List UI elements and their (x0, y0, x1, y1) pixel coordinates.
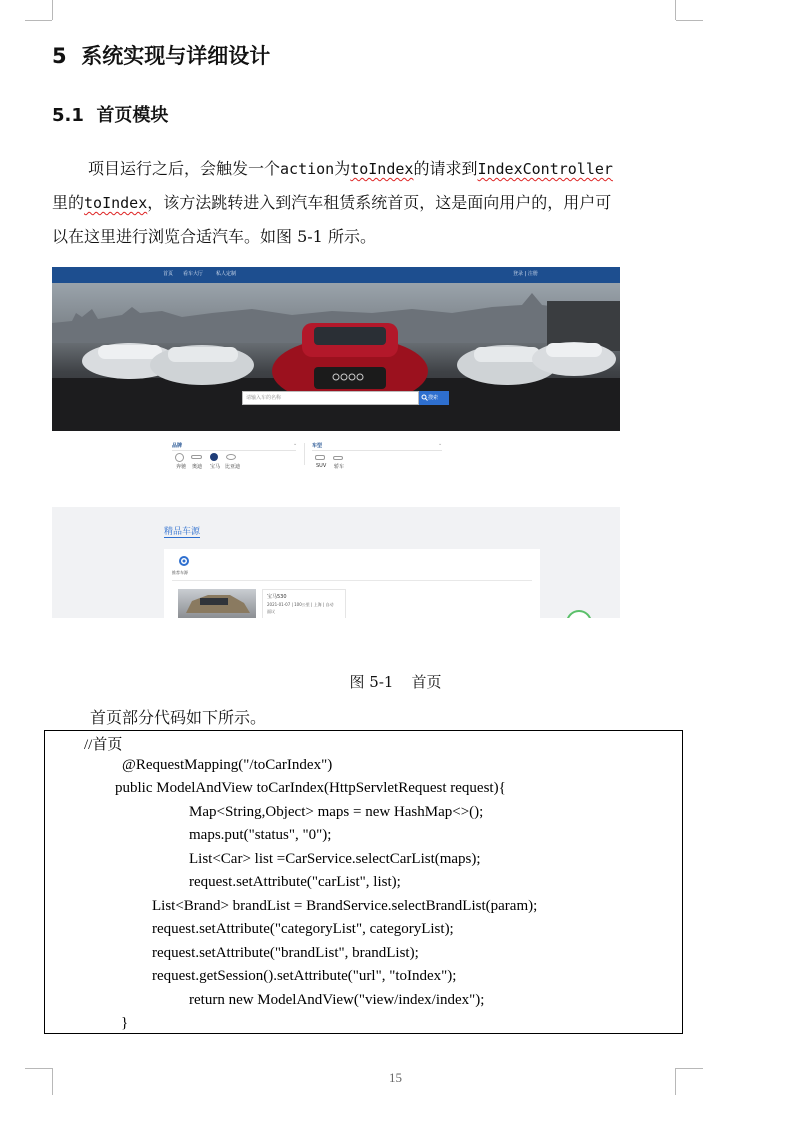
code-line: request.setAttribute("categoryList", categoryList); (152, 921, 454, 937)
page-number: 15 (389, 1070, 402, 1085)
brand-name: 奔驰 (176, 464, 187, 470)
filter-type-label: 车型 (312, 443, 323, 449)
car-info-panel[interactable] (262, 589, 346, 618)
code-term-toindex: toIndex (350, 160, 414, 178)
chapter-heading (52, 40, 270, 70)
brand-logo-benz-icon[interactable] (175, 453, 184, 462)
code-line: public ModelAndView toCarIndex(HttpServletRequest request){ (115, 780, 506, 796)
title-underline (164, 537, 200, 538)
text-run: 的请求到 (413, 159, 478, 178)
hero-cars-image (52, 283, 620, 431)
brand-name: 比亚迪 (225, 464, 241, 470)
car-meta: 2021-01-07 | 100公里 | 上海 | 自动 (267, 602, 334, 607)
search-button-label: 搜索 (428, 395, 439, 401)
brand-logo-bmw-icon[interactable] (210, 453, 218, 461)
search-icon (421, 394, 428, 401)
chapter-number: 5 (52, 44, 67, 68)
paragraph-line-2 (52, 186, 682, 220)
search-placeholder: 请输入车的名称 (246, 395, 282, 401)
car-price: 面议 (267, 609, 275, 614)
brand-logo-byd-icon[interactable] (226, 454, 236, 460)
tab-label: 推荐车源 (172, 570, 188, 575)
code-term-action: action (280, 160, 335, 178)
brand-name: 奥迪 (192, 464, 203, 470)
nav-item-home[interactable]: 首页 (163, 271, 174, 277)
tab-recommended[interactable] (172, 553, 196, 577)
crop-mark-tr-h (676, 20, 703, 21)
filter-bar (52, 431, 620, 507)
nav-item-hall[interactable]: 看车大厅 (183, 271, 204, 277)
filter-brand-label: 品牌 (172, 443, 183, 449)
featured-section-title: 精品车源 (164, 527, 201, 537)
car-search-input[interactable] (242, 391, 419, 405)
paragraph-line-3: 以在这里进行浏览合适汽车。如图 5-1 所示。 (52, 227, 376, 246)
chapter-title: 系统实现与详细设计 (81, 44, 271, 68)
code-line: @RequestMapping("/toCarIndex") (122, 757, 333, 773)
code-intro-text: 首页部分代码如下所示。 (90, 708, 267, 727)
gear-icon (178, 555, 190, 567)
text-run: 项目运行之后，会触发一个 (88, 159, 281, 178)
divider (172, 450, 296, 451)
divider (312, 450, 442, 451)
homepage-screenshot (52, 267, 620, 618)
section-heading (52, 101, 168, 127)
section-number: 5.1 (52, 105, 84, 126)
crop-mark-tl-v (52, 0, 53, 20)
hero-banner (52, 283, 620, 431)
floating-badge[interactable] (566, 610, 592, 618)
search-button[interactable] (419, 391, 449, 405)
car-type-name: 轿车 (334, 464, 345, 470)
chevron-down-icon[interactable]: ⌄ (438, 441, 443, 447)
brand-name: 宝马 (210, 464, 221, 470)
brand-logo-audi-icon[interactable] (191, 455, 202, 459)
paragraph-line-1 (52, 152, 682, 186)
crop-mark-tr-v (675, 0, 676, 20)
featured-section (52, 507, 620, 618)
figure-caption (0, 671, 791, 692)
code-line: request.setAttribute("brandList", brandList); (152, 945, 419, 961)
car-type-name: SUV (316, 463, 327, 469)
code-line: List<Car> list =CarService.selectCarList(maps); (189, 851, 481, 867)
divider (304, 443, 305, 465)
featured-card (164, 549, 540, 618)
text-run: ，该方法跳转进入到汽车租赁系统首页，这是面向用户的，用户可 (147, 193, 612, 212)
car-photo (178, 589, 256, 618)
code-term-indexcontroller: IndexController (477, 160, 613, 178)
divider (172, 580, 532, 581)
nav-item-custom[interactable]: 私人定制 (216, 271, 237, 277)
code-line: maps.put("status", "0"); (189, 827, 332, 843)
crop-mark-bl-h (25, 1068, 52, 1069)
body-paragraph (52, 152, 682, 253)
crop-mark-tl-h (25, 20, 52, 21)
crop-mark-br-h (676, 1068, 703, 1069)
code-line: return new ModelAndView("view/index/index"); (189, 992, 485, 1008)
car-type-suv-icon[interactable] (315, 455, 325, 460)
car-thumbnail[interactable] (178, 589, 256, 618)
code-line: Map<String,Object> maps = new HashMap<>(); (189, 804, 484, 820)
code-line: } (121, 1015, 129, 1031)
figure-title: 首页 (411, 673, 442, 691)
site-navbar (52, 267, 620, 283)
code-line: request.getSession().setAttribute("url", "toIndex"); (152, 968, 457, 984)
code-line: List<Brand> brandList = BrandService.selectBrandList(param); (152, 898, 538, 914)
car-name: 宝马530 (267, 594, 287, 600)
section-title: 首页模块 (96, 105, 169, 126)
text-run: 为 (334, 159, 351, 178)
text-run: 里的 (52, 193, 85, 212)
code-line: //首页 (84, 737, 123, 753)
nav-login-register[interactable]: 登录 | 注册 (513, 271, 538, 277)
chevron-down-icon[interactable]: ⌄ (293, 441, 298, 447)
code-line: request.setAttribute("carList", list); (189, 874, 401, 890)
code-term-toindex: toIndex (84, 194, 148, 212)
car-type-sedan-icon[interactable] (333, 456, 343, 460)
figure-label: 图 5-1 (349, 673, 394, 691)
